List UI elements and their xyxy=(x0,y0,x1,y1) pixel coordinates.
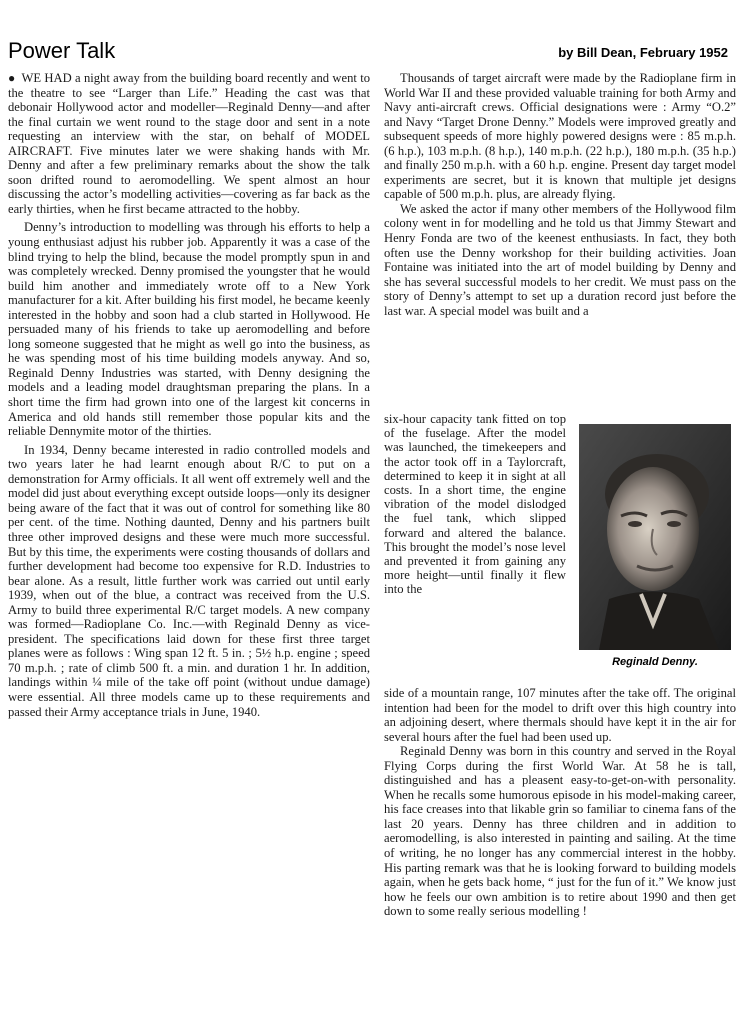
paragraph: We asked the actor if many other members of the Hollywood film colony went in for modelling and he told us that Jimmy Stewart and Henry Fonda are two of the keenest enthusiasts. In fact, they both often use the Denny workshop for their building activities. Joan Fontaine was initiated into the art of model building by Denny and she has several successful models to her credit. We must pass on the story of Denny’s attempt to set up a duration record just before the last war. A special model was built and a xyxy=(384,201,736,318)
portrait-photo-graphic xyxy=(579,424,731,650)
paragraph-text: a night away from the building board recently and went to the theatre to see “Larger than Life.” Heading the cast was that debonair Hollywood actor and modeller—Reginald Denny—and after the final curtain we went round to the stage door and sent in a note requesting an interview with the star, on behalf of MODEL AIRCRAFT. Five minutes later we were shaking hands with Mr. Denny and after a few preliminary remarks about the show the talk soon drifted round to aeromodelling. We spent almost an hour discussing the actor’s modelling activities—covering as far back as the early thirties, when he first became attracted to the hobby. xyxy=(8,71,371,216)
paragraph: side of a mountain range, 107 minutes after the take off. The original intention had been for the model to drift over this high country into an adjoining desert, where thermals should have kept it in the air for several hours after the fuel had been used up. xyxy=(384,686,736,744)
lead-in: WE HAD xyxy=(21,71,72,85)
portrait-photo xyxy=(579,424,731,650)
photo-caption: Reginald Denny. xyxy=(612,656,698,668)
byline: by Bill Dean, February 1952 xyxy=(558,45,728,60)
column-right-top xyxy=(384,71,736,318)
column-left xyxy=(8,71,370,719)
paragraph: Denny’s introduction to modelling was through his efforts to help a young enthusiast adjust his rubber job. Apparently it was a case of the blind trying to help the blind, because the model promptly spun in and was completely wrecked. Denny promised the youngster that he would build him another and immediately wrote off to a New York manufacturer for a kit. After building his first model, he became keenly interested in the hobby and soon had a club started in Hollywood. He persuaded many of his friends to take up aeromodelling and before long someone suggested that he might as well go into the business, as he was spending most of his time building models anyway. And so, Reginald Denny Industries was started, with Denny designing the models and a leading model draughtsman preparing the plans. In a short time the firm had grown into one of the largest kit concerns in America and old hands still remember those popular kits and the reliable Dennymite motor of the thirties. xyxy=(8,220,370,439)
column-right-wrap xyxy=(384,412,566,597)
paragraph: Reginald Denny was born in this country and served in the Royal Flying Corps during the first World War. At 58 he is tall, distinguished and has a pleasent easy-to-get-on-with personality. When he recalls some humorous episode in his model-making career, his face creases into that likable grin so familiar to cinema fans of the last 20 years. Denny has three children and in addition to aeromodelling, is also interested in painting and sailing. At the time of writing, he no longer has any commercial interest in the hobby. His parting remark was that he is looking forward to building models again, when he gets back home, “ just for the fun of it.” We know just how he feels our own ambition is to retire about 1990 and then get down to some really serious modelling ! xyxy=(384,744,736,919)
paragraph: In 1934, Denny became interested in radio controlled models and two years later he had learnt enough about R/C to put on a demonstration for Army officials. It all went off extremely well and the model did just about everything except outside loops—only its designer being aware of the fact that it was out of control for something like 80 per cent. of the time. Nothing daunted, Denny and his partners built three other improved designs and these were much more successful. But by this time, the experiments were costing thousands of dollars and further development had become too expensive for R.D. Industries to bear alone. As a result, little further work was carried out until early 1939, when out of the blue, a contract was received from the U.S. Army to build three experimental R/C target models. A new company was formed—Radioplane Co. Inc.—with Reginald Denny as vice-president. The specifications laid down for these first three target planes were as follows : Wing span 12 ft. 5 in. ; 5½ h.p. engine ; speed 70 m.p.h. ; rate of climb 500 ft. a min. and duration 1 hr. In addition, landings within ¼ mile of the take off point (without undue damage) were essential. All three models came up to these requirements and passed their Army acceptance trials in June, 1940. xyxy=(8,442,371,719)
page-title: Power Talk xyxy=(8,38,116,63)
paragraph xyxy=(8,71,370,216)
paragraph: six-hour capacity tank fitted on top of the fuselage. After the model was launched, the timekeepers and the actor took off in a Taylorcraft, determined to keep it in sight at all costs. In a short time, the engine vibration of the model dislodged the fuel tank, which slipped forward and altered the balance. This brought the model’s nose level and prevented it from gaining any more height—until finally it flew into the xyxy=(384,412,566,597)
paragraph: Thousands of target aircraft were made by the Radioplane firm in World War II and these provided valuable training for both Army and Navy anti-aircraft crews. Official designations were : Army “O.2” and Navy “Target Drone Denny.” Models were improved greatly and subsequent speeds of more highly powered designs were : 85 m.p.h. (6 h.p.), 103 m.p.h. (8 h.p.), 140 m.p.h. (22 h.p.), 180 m.p.h. (35 h.p.) and finally 250 m.p.h. with a 60 h.p. engine. Present day target model experiments are secret, but it is known that multiple jet designs capable of 500 m.p.h. plus, are already flying. xyxy=(384,71,736,202)
column-right-bottom xyxy=(384,686,736,919)
bullet-icon: ● xyxy=(8,71,16,85)
